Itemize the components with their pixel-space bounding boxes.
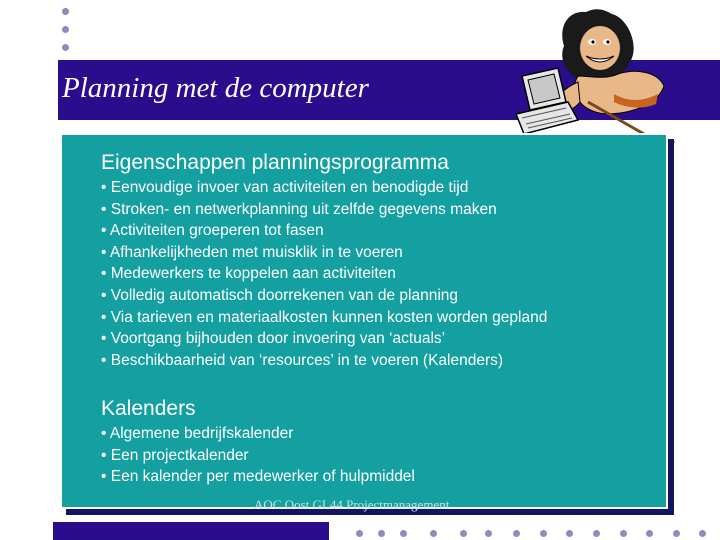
decor-dot	[566, 530, 573, 537]
list-item: • Volledig automatisch doorrekenen van de planning	[101, 286, 459, 304]
calendars-bullet-list	[101, 423, 415, 488]
list-item: • Eenvoudige invoer van activiteiten en benodigde tijd	[101, 179, 469, 196]
decor-dot	[485, 530, 492, 537]
list-item: • Afhankelijkheden met muisklik in te voeren	[101, 243, 403, 261]
list-item: • Medewerkers te koppelen aan activiteiten	[101, 265, 396, 283]
decor-dot	[673, 530, 680, 537]
decor-dot	[62, 44, 69, 51]
list-item: • Beschikbaarheid van ‘resources’ in te voeren (Kalenders)	[101, 351, 504, 369]
decor-dot	[593, 530, 600, 537]
slide-footer: AOC Oost GL44 Projectmanagement	[254, 497, 450, 512]
list-item: • Voortgang bijhouden door invoering van ‘actuals’	[101, 330, 446, 348]
decor-dot	[460, 530, 467, 537]
decor-dot	[699, 530, 706, 537]
decor-dot	[430, 530, 437, 537]
decor-dot	[646, 530, 653, 537]
decor-dot	[62, 8, 69, 15]
decor-dot	[62, 26, 69, 33]
slide-title: Planning met de computer	[62, 72, 369, 104]
bottom-bar	[53, 522, 329, 540]
list-item: • Activiteiten groeperen tot fasen	[101, 222, 324, 240]
decor-dot	[400, 530, 407, 537]
decor-dot	[356, 530, 363, 537]
decor-dot	[513, 530, 520, 537]
decor-dot	[378, 530, 385, 537]
list-item: • Stroken- en netwerkplanning uit zelfde gegevens maken	[101, 200, 497, 218]
section-heading-calendars: Kalenders	[101, 397, 196, 420]
section-heading-properties: Eigenschappen planningsprogramma	[101, 151, 449, 174]
list-item: • Algemene bedrijfskalender	[101, 425, 294, 442]
list-item: • Een kalender per medewerker of hulpmiddel	[101, 468, 415, 486]
list-item: • Een projectkalender	[101, 446, 249, 464]
decor-dot	[620, 530, 627, 537]
decor-dot	[540, 530, 547, 537]
properties-bullet-list	[101, 177, 547, 371]
list-item: • Via tarieven en materiaalkosten kunnen kosten worden gepland	[101, 308, 548, 326]
